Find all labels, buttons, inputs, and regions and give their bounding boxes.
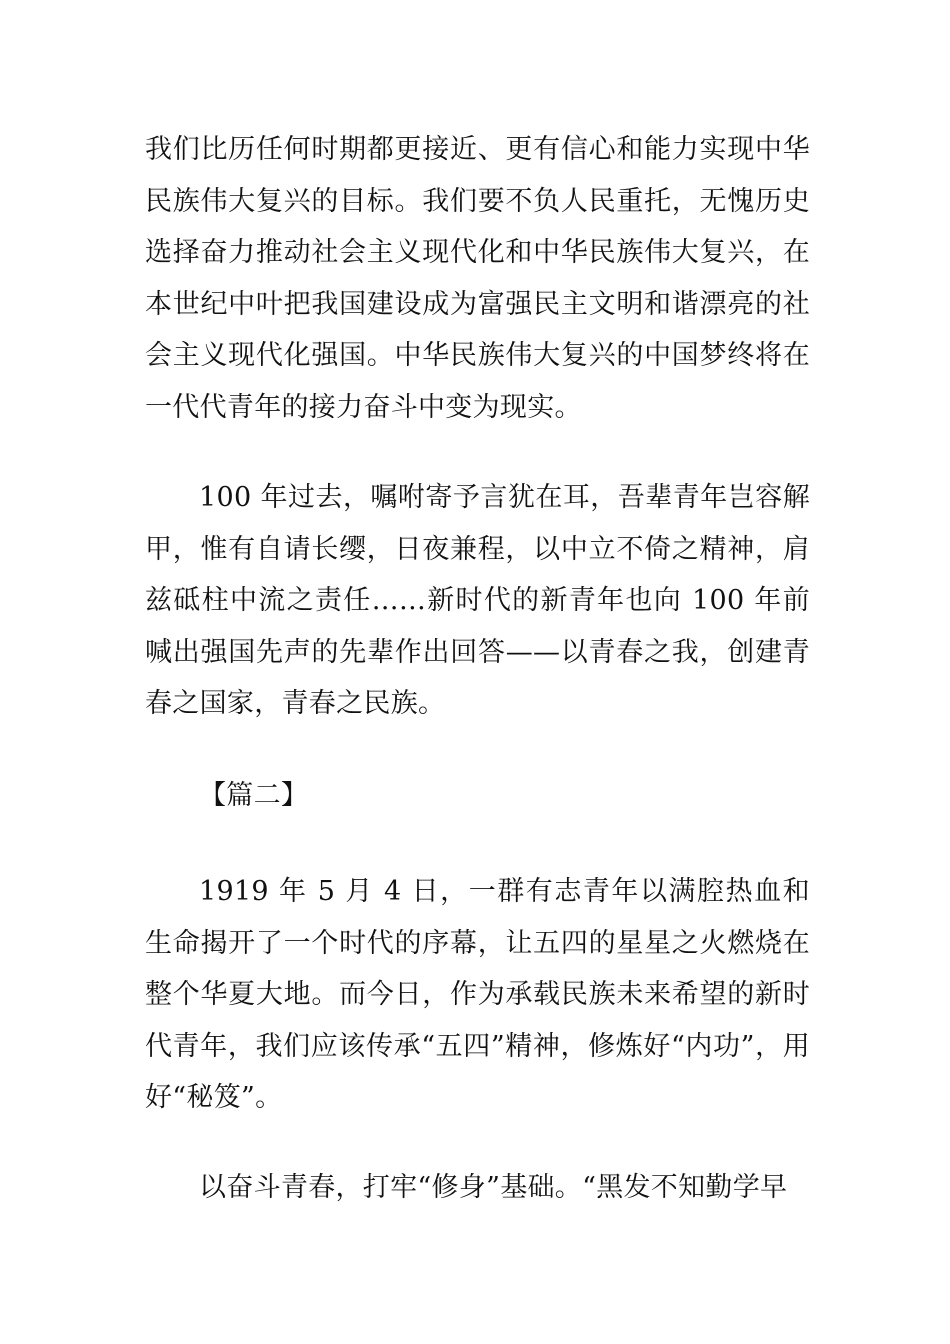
paragraph-4: 以奋斗青春，打牢“修身”基础。“黑发不知勤学早 [199, 1172, 788, 1203]
paragraph-1: 我们比历任何时期都更接近、更有信心和能力实现中华民族伟大复兴的目标。我们要不负人民重托，无愧历史选择奋力推动社会主义现代化和中华民族伟大复兴，在本世纪中叶把我国建设成为富强民主文明和谐漂亮的社会主义现代化强国。中华民族伟大复兴的中国梦终将在一代代青年的接力奋斗中变为现实。 [145, 134, 810, 423]
section-heading: 【篇二】 [199, 780, 309, 811]
paragraph-3: 1919 年 5 月 4 日，一群有志青年以满腔热血和生命揭开了一个时代的序幕，让五四的星星之火燃烧在整个华夏大地。而今日，作为承载民族未来希望的新时代青年，我们应该传承“五四”精神，修炼好“内功”，用好“秘笈”。 [145, 876, 810, 1113]
paragraph-2: 100 年过去，嘱咐寄予言犹在耳，吾辈青年岂容解甲，惟有自请长缨，日夜兼程，以中立不倚之精神，肩兹砥柱中流之责任……新时代的新青年也向 100 年前喊出强国先声的先辈作出回答——以青春之我，创建青春之国家，青春之民族。 [145, 482, 810, 719]
